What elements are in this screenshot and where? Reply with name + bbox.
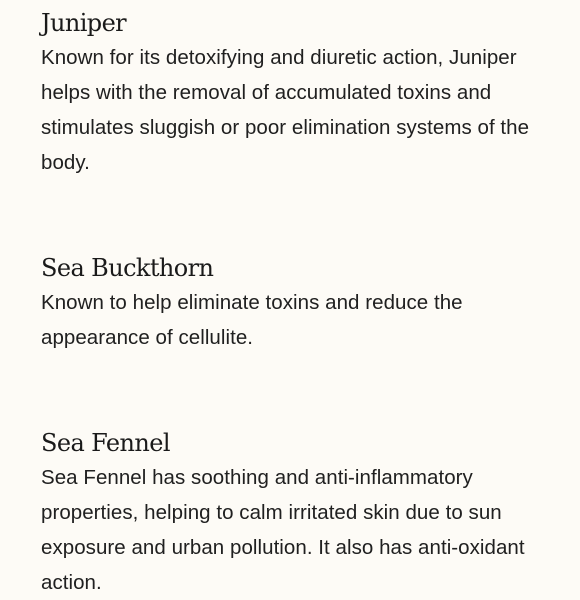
ingredient-sea-buckthorn [41,254,541,355]
ingredient-juniper [41,9,541,180]
ingredient-sea-fennel [41,429,541,600]
ingredient-title: Sea Buckthorn [41,254,214,282]
ingredient-title: Sea Fennel [41,429,170,457]
ingredient-description: Known to help eliminate toxins and reduce the appearance of cellulite. [41,291,463,349]
ingredient-title: Juniper [41,9,127,37]
ingredient-description: Known for its detoxifying and diuretic action, Juniper helps with the removal of accumulated toxins and stimulates sluggish or poor elimination systems of the body. [41,46,530,174]
ingredient-description: Sea Fennel has soothing and anti-inflammatory properties, helping to calm irritated skin due to sun exposure and urban pollution. It also has anti-oxidant action. [41,466,525,594]
